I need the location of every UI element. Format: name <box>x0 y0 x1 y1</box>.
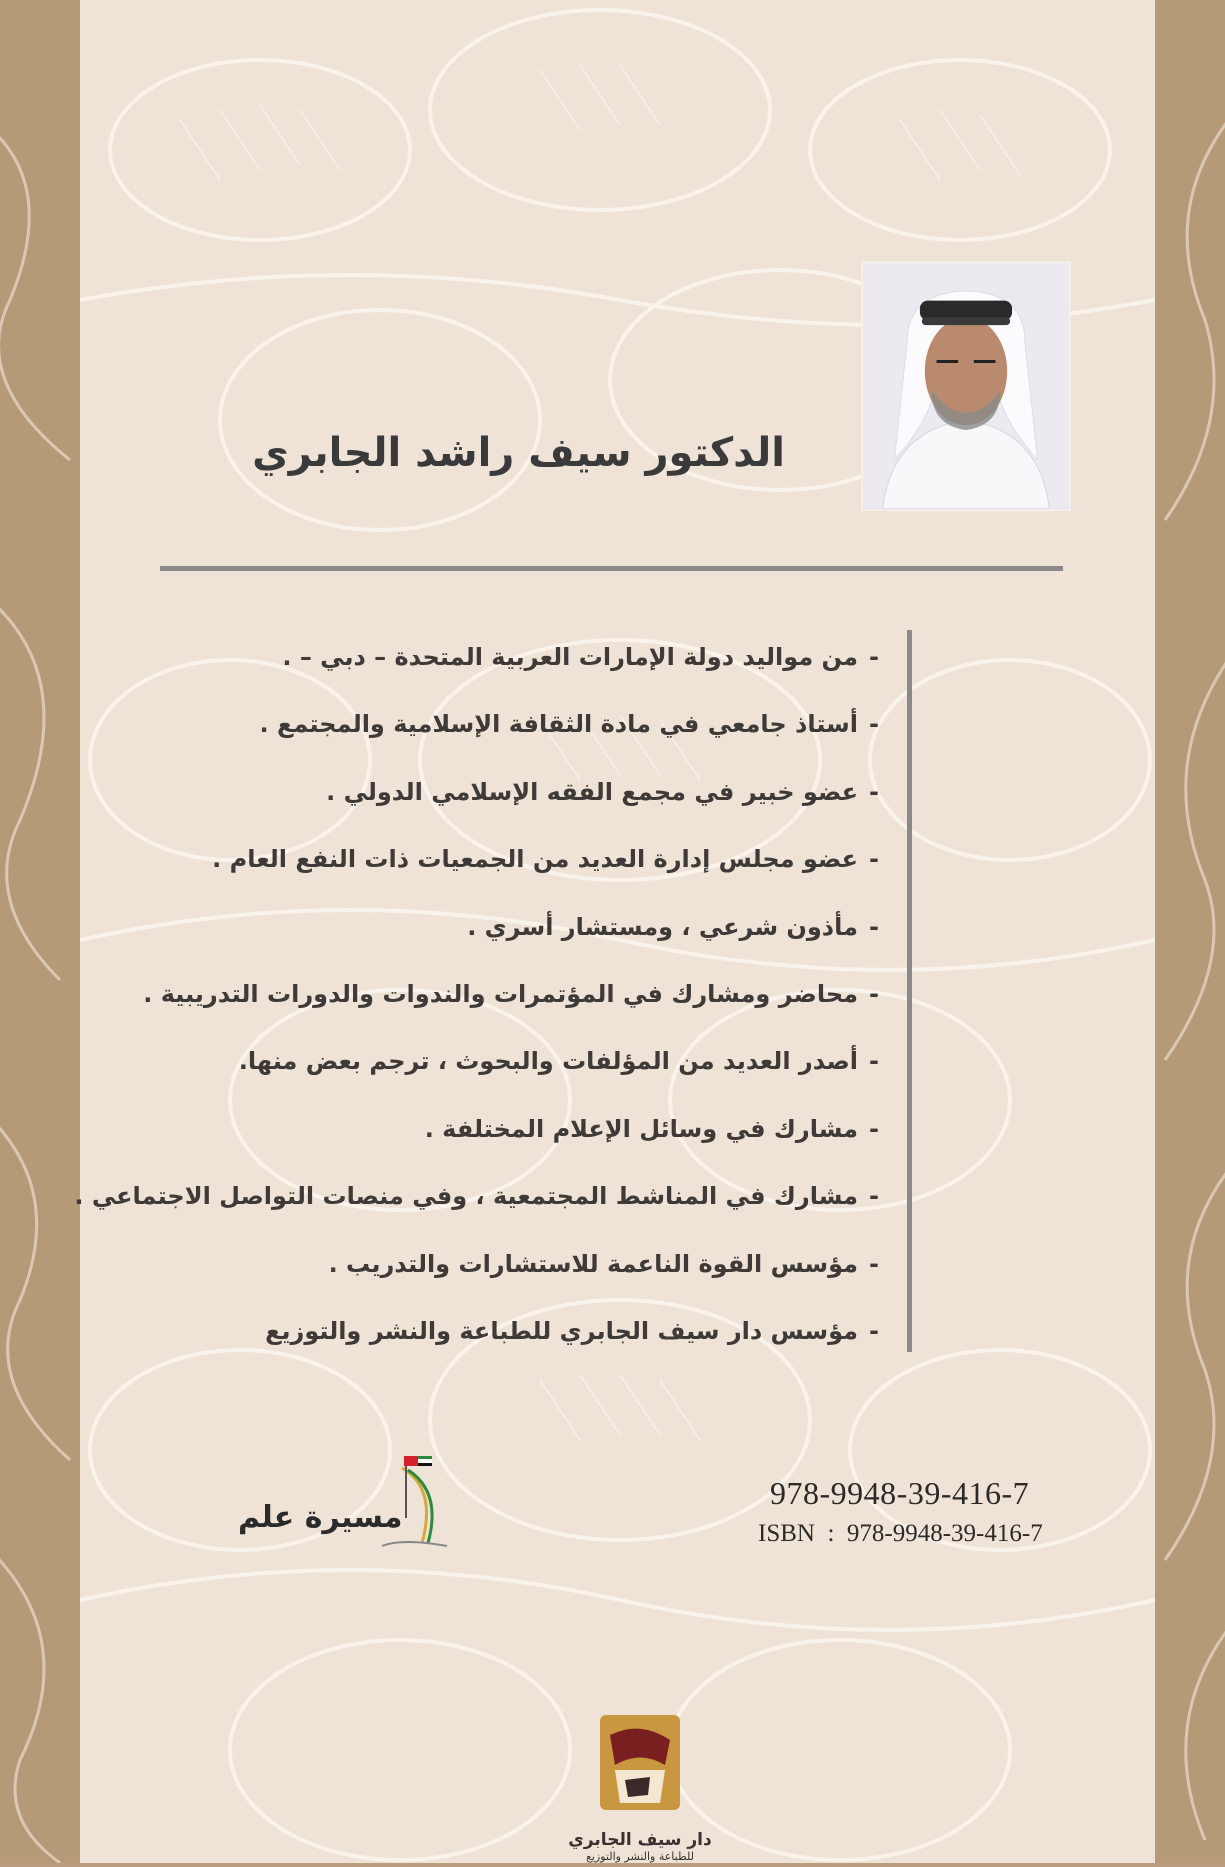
bullet-dash: - <box>869 1047 879 1076</box>
publisher-subtitle: للطباعة والنشر والتوزيع <box>585 1850 694 1863</box>
bio-item: -عضو مجلس إدارة العديد من الجمعيات ذات النفع العام . <box>170 842 890 909</box>
floral-pattern-left <box>0 0 80 1863</box>
left-border-strip <box>0 0 80 1863</box>
bio-item: -عضو خبير في مجمع الفقه الإسلامي الدولي . <box>170 775 890 842</box>
horizontal-divider <box>160 566 1063 571</box>
bullet-dash: - <box>869 979 879 1008</box>
bio-item: -مشارك في وسائل الإعلام المختلفة . <box>170 1112 890 1179</box>
bullet-dash: - <box>869 845 879 874</box>
bullet-dash: - <box>869 710 879 739</box>
bullet-dash: - <box>869 1316 879 1345</box>
publisher-name: دار سيف الجابري <box>568 1830 712 1850</box>
bio-item: -أصدر العديد من المؤلفات والبحوث ، ترجم بعض منها. <box>170 1044 890 1111</box>
bullet-dash: - <box>869 777 879 806</box>
right-border-strip <box>1155 0 1225 1863</box>
bio-item: -مشارك في المناشط المجتمعية ، وفي منصات التواصل الاجتماعي . <box>170 1179 890 1246</box>
masira-ilm-text: مسيرة علم <box>238 1500 403 1535</box>
bio-item: -مؤسس القوة الناعمة للاستشارات والتدريب . <box>170 1247 890 1314</box>
bio-item: -أستاذ جامعي في مادة الثقافة الإسلامية والمجتمع . <box>170 707 890 774</box>
floral-pattern-right <box>1155 0 1225 1863</box>
bullet-dash: - <box>869 1114 879 1143</box>
bullet-dash: - <box>869 1182 879 1211</box>
isbn-number: 978-9948-39-416-7 <box>770 1475 1030 1511</box>
bio-item: -من مواليد دولة الإمارات العربية المتحدة – دبي – . <box>170 640 890 707</box>
bullet-dash: - <box>869 912 879 941</box>
portrait-illustration <box>863 263 1069 509</box>
vertical-divider <box>907 630 912 1352</box>
isbn-label: ISBN : 978-9948-39-416-7 <box>758 1520 1043 1547</box>
bio-item: -محاضر ومشارك في المؤتمرات والندوات والدورات التدريبية . <box>170 977 890 1044</box>
bullet-dash: - <box>869 1249 879 1278</box>
author-photo <box>861 261 1071 511</box>
bio-list <box>74 640 890 1381</box>
bio-item: -مؤسس دار سيف الجابري للطباعة والنشر والتوزيع <box>170 1314 890 1381</box>
author-name: الدكتور سيف راشد الجابري <box>252 430 785 476</box>
bio-item: -مأذون شرعي ، ومستشار أسري . <box>170 910 890 977</box>
bullet-dash: - <box>869 643 879 671</box>
